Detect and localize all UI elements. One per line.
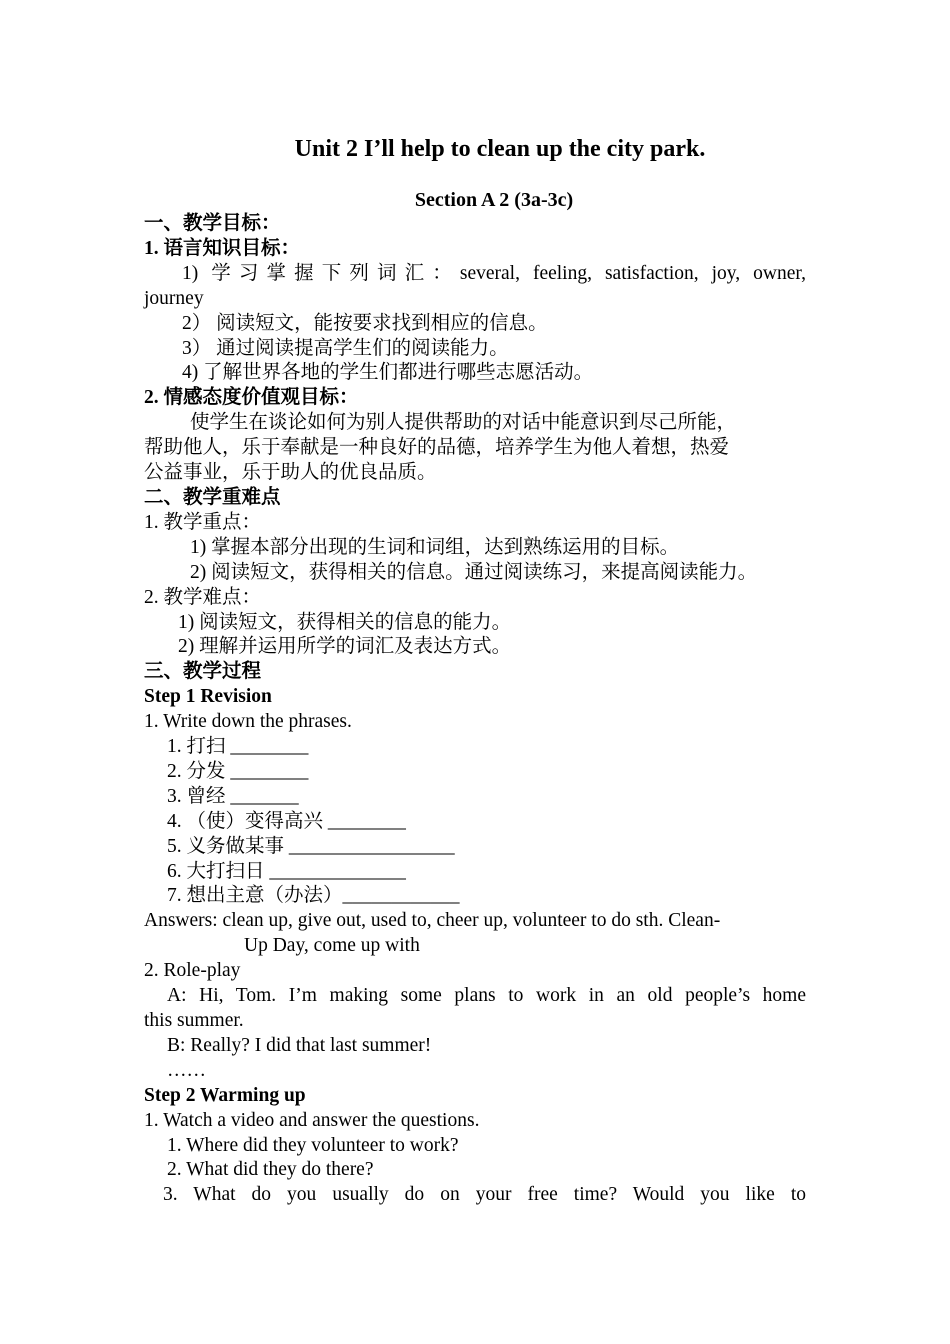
- objective-item-3: 3） 通过阅读提高学生们的阅读能力。: [182, 337, 509, 359]
- difficulty-item-2: 2) 理解并运用所学的词汇及表达方式。: [178, 636, 512, 658]
- emotional-goal-text-1: 使学生在谈论如何为别人提供帮助的对话中能意识到尽己所能，: [190, 412, 737, 434]
- question-2: 2. What did they do there?: [167, 1159, 374, 1181]
- objective-item-1-cont: journey: [144, 287, 204, 309]
- question-3: 3. What do you usually do on your free time? Would you like to: [163, 1184, 806, 1206]
- roleplay-ellipsis: ……: [167, 1059, 206, 1081]
- focus-item-2: 2) 阅读短文，获得相关的信息。通过阅读练习，来提高阅读能力。: [190, 561, 758, 583]
- roleplay-line-a: A: Hi, Tom. I’m making some plans to work in an old people’s home: [167, 985, 806, 1007]
- phrase-item-3: 3. 曾经 _______: [167, 785, 299, 807]
- document-title: Unit 2 I’ll help to clean up the city park.: [294, 136, 706, 162]
- phrase-item-5: 5. 义务做某事 _________________: [167, 835, 455, 857]
- objective-item-2: 2） 阅读短文，能按要求找到相应的信息。: [182, 312, 548, 334]
- heading-key-points: 二、教学重难点: [144, 486, 281, 508]
- heading-teaching-process: 三、教学过程: [144, 661, 262, 683]
- difficulty-item-1: 1) 阅读短文，获得相关的信息的能力。: [178, 611, 512, 633]
- step-1-task-2: 2. Role-play: [144, 960, 241, 982]
- objective-item-4: 4) 了解世界各地的学生们都进行哪些志愿活动。: [182, 362, 594, 384]
- roleplay-line-a-cont: this summer.: [144, 1010, 244, 1031]
- step-1-task-1: 1. Write down the phrases.: [144, 711, 352, 733]
- focus-item-1: 1) 掌握本部分出现的生词和词组，达到熟练运用的目标。: [190, 536, 680, 558]
- heading-emotional-goals: 2. 情感态度价值观目标：: [144, 387, 359, 409]
- emotional-goal-text-2: 帮助他人，乐于奉献是一种良好的品德，培养学生为他人着想，热爱: [144, 437, 730, 459]
- subheading-focus: 1. 教学重点：: [144, 511, 262, 533]
- answers-line-1: Answers: clean up, give out, used to, cheer up, volunteer to do sth. Clean-: [144, 910, 721, 932]
- objective-item-1: 1) 学习掌握下列词汇：several, feeling, satisfaction, joy, owner,: [182, 262, 806, 284]
- phrase-item-7: 7. 想出主意（办法）____________: [167, 885, 460, 907]
- phrase-item-4: 4. （使）变得高兴 ________: [167, 810, 406, 832]
- section-subtitle: Section A 2 (3a-3c): [414, 189, 574, 211]
- roleplay-line-b: B: Really? I did that last summer!: [167, 1034, 432, 1056]
- phrase-item-2: 2. 分发 ________: [167, 760, 309, 782]
- step-2-task-1: 1. Watch a video and answer the questions.: [144, 1109, 480, 1131]
- document-body: [144, 212, 806, 1208]
- step-1-heading: Step 1 Revision: [144, 686, 272, 708]
- phrase-item-1: 1. 打扫 ________: [167, 736, 309, 758]
- step-2-heading: Step 2 Warming up: [144, 1084, 306, 1106]
- heading-teaching-objectives: 一、教学目标：: [144, 213, 281, 234]
- subheading-difficulty: 2. 教学难点：: [144, 586, 262, 608]
- heading-language-knowledge: 1. 语言知识目标：: [144, 237, 301, 259]
- answers-line-2: Up Day, come up with: [244, 935, 420, 957]
- phrase-item-6: 6. 大打扫日 ______________: [167, 860, 406, 882]
- question-1: 1. Where did they volunteer to work?: [167, 1134, 459, 1156]
- emotional-goal-text-3: 公益事业，乐于助人的优良品质。: [144, 462, 437, 484]
